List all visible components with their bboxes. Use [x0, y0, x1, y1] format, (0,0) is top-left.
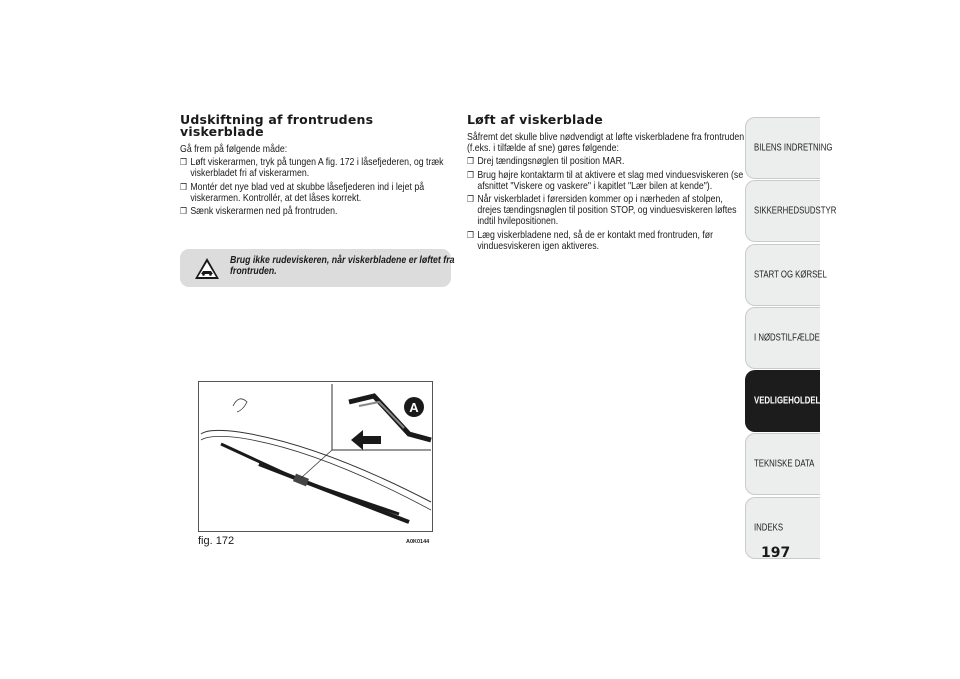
- list-item: [467, 156, 744, 167]
- tab-i-nodstilfaelde[interactable]: [745, 307, 820, 369]
- list-line: Sænk viskerarmen ned på frontruden.: [190, 206, 338, 218]
- label-a: A: [409, 400, 419, 415]
- title-line-1: Udskiftning af frontrudens: [180, 112, 374, 127]
- list-line: drejes tændingsnøglen til position STOP, og vinduesviskeren løftes: [477, 205, 737, 217]
- bullet: ❒: [180, 181, 187, 192]
- list-item: [467, 170, 744, 192]
- figure-code: A0K0144: [406, 539, 430, 545]
- list-line: afsnittet "Viskere og vaskere" i kapitlet "Lær bilen at kende").: [477, 180, 713, 192]
- list-line: indtil hvilepositionen.: [477, 216, 559, 228]
- figure-caption: fig. 172: [198, 535, 235, 547]
- bullet: ❒: [467, 229, 474, 240]
- bullet: ❒: [467, 194, 474, 205]
- intro-text: [467, 132, 744, 154]
- figure-wiper-illustration: [198, 381, 433, 532]
- list-line: Brug højre kontaktarm til at aktivere et slag med vinduesviskeren (se: [477, 169, 744, 181]
- title-line-2: viskerblade: [180, 124, 264, 139]
- page-number: 197: [761, 545, 791, 561]
- tab-label: BILENS INDRETNING: [754, 142, 833, 154]
- intro-line: Såfremt det skulle blive nødvendigt at løfte viskerbladene fra frontruden: [467, 132, 745, 143]
- tab-bilens-indretning[interactable]: [745, 117, 833, 179]
- tab-label: INDEKS: [754, 522, 784, 534]
- tab-tekniske-data[interactable]: [745, 433, 820, 495]
- list-line: Montér det nye blad ved at skubbe låsefjederen ind i lejet på: [190, 181, 425, 193]
- warning-box: [180, 249, 455, 287]
- list-line: Når viskerbladet i førersiden kommer op i nærheden af stolpen,: [477, 194, 723, 206]
- tab-label: SIKKERHEDSUDSTYR: [754, 205, 837, 217]
- tab-vedligeholdelse[interactable]: [745, 370, 831, 432]
- tab-start-og-korsel[interactable]: [745, 244, 827, 306]
- list-item: [467, 194, 744, 228]
- section-title-replace-blades: [180, 114, 486, 138]
- list-item: [467, 230, 744, 252]
- list-line: Løft viskerarmen, tryk på tungen A fig. 172 i låsefjederen, og træk: [190, 157, 444, 169]
- warning-line: frontruden.: [230, 266, 277, 278]
- list-item: [180, 182, 444, 204]
- list-line: vinduesviskeren igen aktiveres.: [477, 240, 600, 252]
- left-column: [180, 114, 486, 217]
- list-line: Drej tændingsnøglen til position MAR.: [477, 156, 625, 168]
- list-line: viskerarmen. Kontrollér, at det låses korrekt.: [190, 192, 362, 204]
- intro-text: Gå frem på følgende måde:: [180, 144, 288, 155]
- warning-text: [230, 255, 454, 277]
- warning-car-icon: [194, 257, 220, 280]
- tab-label: VEDLIGEHOLDELSE: [754, 395, 831, 407]
- list-item: [180, 206, 444, 217]
- warning-line: Brug ikke rudeviskeren, når viskerbladene er løftet fra: [230, 255, 455, 266]
- wiper-drawing: [199, 382, 432, 531]
- bullet: ❒: [467, 156, 474, 167]
- intro-line: (f.eks. i tilfælde af sne) gøres følgende:: [467, 143, 619, 155]
- chapter-tabs: [745, 117, 837, 560]
- tab-label: I NØDSTILFÆLDE: [754, 332, 820, 344]
- tab-sikkerhedsudstyr[interactable]: [745, 180, 837, 242]
- tab-label: START OG KØRSEL: [754, 269, 827, 281]
- section-title-lift-blades: Løft af viskerblade: [467, 112, 603, 127]
- bullet: ❒: [180, 157, 187, 168]
- tab-label: TEKNISKE DATA: [754, 458, 815, 470]
- bullet: ❒: [467, 169, 474, 180]
- list-line: Læg viskerbladene ned, så de er kontakt med frontruden, før: [477, 229, 714, 241]
- bullet: ❒: [180, 206, 187, 217]
- list-line: viskerbladet fri af viskerarmen.: [190, 168, 310, 180]
- right-column: [467, 114, 789, 252]
- list-item: [180, 157, 444, 179]
